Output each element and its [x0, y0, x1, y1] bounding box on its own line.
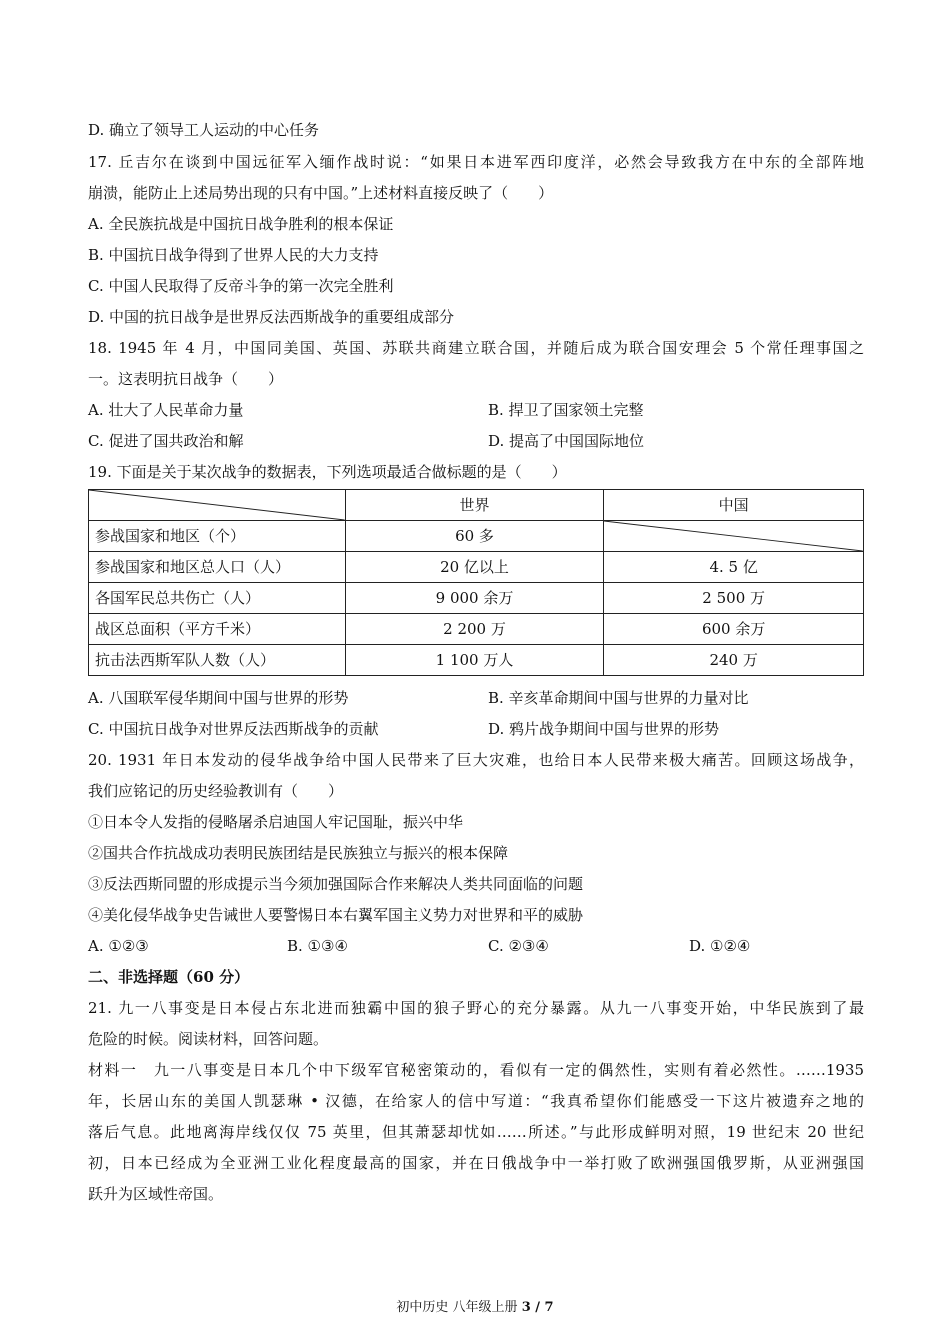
row-label: 参战国家和地区（个） [89, 521, 346, 552]
q19-option-c: C. 中国抗日战争对世界反法西斯战争的贡献 [88, 720, 379, 738]
q17-stem-line2: 崩溃，能防止上述局势出现的只有中国。”上述材料直接反映了（ ） [88, 184, 554, 202]
q20-item-3: ③反法西斯同盟的形成提示当今须加强国际合作来解决人类共同面临的问题 [88, 875, 584, 893]
q17-stem-line1: 17. 丘吉尔在谈到中国远征军入缅作战时说：“如果日本进军西印度洋，必然会导致我方在中东的全部阵地 [88, 153, 864, 171]
section-title: 二、非选择题（60 分） [88, 968, 250, 986]
table-row [89, 521, 864, 552]
q18-option-d: D. 提高了中国国际地位 [488, 432, 645, 450]
row-world-value: 9 000 余万 [345, 583, 604, 614]
table-row [89, 645, 864, 676]
q21-material-line5: 跃升为区域性帝国。 [88, 1185, 224, 1203]
table-corner-cell [89, 490, 346, 521]
row-china-value: 4. 5 亿 [604, 552, 864, 583]
q19-option-a: A. 八国联军侵华期间中国与世界的形势 [88, 689, 349, 707]
q21-material-line2: 年，长居山东的美国人凯瑟琳 • 汉德，在给家人的信中写道：“我真希望你们能感受一下这片被遗弃之地的 [88, 1092, 864, 1110]
q19-option-b: B. 辛亥革命期间中国与世界的力量对比 [488, 689, 749, 707]
table-row [89, 552, 864, 583]
q20-item-4: ④美化侵华战争史告诫世人要警惕日本右翼军国主义势力对世界和平的威胁 [88, 906, 584, 924]
row-china-value: 240 万 [604, 645, 864, 676]
war-data-table [88, 489, 864, 676]
row-label: 参战国家和地区总人口（人） [89, 552, 346, 583]
row-world-value: 2 200 万 [345, 614, 604, 645]
row-china-value-empty [604, 521, 864, 552]
q20-option-a: A. ①②③ [88, 937, 149, 955]
diagonal-line [89, 490, 345, 520]
q17-option-d: D. 中国的抗日战争是世界反法西斯战争的重要组成部分 [88, 308, 455, 326]
row-world-value: 20 亿以上 [345, 552, 604, 583]
q20-stem-line1: 20. 1931 年日本发动的侵华战争给中国人民带来了巨大灾难，也给日本人民带来极大痛苦。回顾这场战争， [88, 751, 864, 769]
q18-option-b: B. 捍卫了国家领土完整 [488, 401, 644, 419]
row-china-value: 600 余万 [604, 614, 864, 645]
row-label: 抗击法西斯军队人数（人） [89, 645, 346, 676]
q17-option-a: A. 全民族抗战是中国抗日战争胜利的根本保证 [88, 215, 394, 233]
q17-option-b: B. 中国抗日战争得到了世界人民的大力支持 [88, 246, 379, 264]
q18-option-c: C. 促进了国共政治和解 [88, 432, 244, 450]
q19-stem: 19. 下面是关于某次战争的数据表，下列选项最适合做标题的是（ ） [88, 463, 567, 481]
q20-stem-line2: 我们应铭记的历史经验教训有（ ） [88, 782, 344, 800]
q21-material-line1: 材料一 九一八事变是日本几个中下级军官秘密策动的，看似有一定的偶然性，实则有着必然性。……1935 [88, 1061, 864, 1079]
q17-option-c: C. 中国人民取得了反帝斗争的第一次完全胜利 [88, 277, 394, 295]
q20-option-d: D. ①②④ [689, 937, 751, 955]
q20-item-1: ①日本令人发指的侵略屠杀启迪国人牢记国耻，振兴中华 [88, 813, 464, 831]
page-footer [0, 1300, 950, 1316]
row-world-value: 1 100 万人 [345, 645, 604, 676]
table-header-world: 世界 [345, 490, 604, 521]
table-row [89, 614, 864, 645]
q18-option-a: A. 壮大了人民革命力量 [88, 401, 244, 419]
q21-material-line4: 初，日本已经成为全亚洲工业化程度最高的国家，并在日俄战争中一举打败了欧洲强国俄罗斯，从亚洲强国 [88, 1154, 864, 1172]
row-china-value: 2 500 万 [604, 583, 864, 614]
q18-stem-line2: 一。这表明抗日战争（ ） [88, 370, 284, 388]
table-header-china: 中国 [604, 490, 864, 521]
q21-material-line3: 落后气息。此地离海岸线仅仅 75 英里，但其萧瑟却忧如……所述。”与此形成鲜明对照，19 世纪末 20 世纪 [88, 1123, 864, 1141]
footer-text: 初中历史 八年级上册 [396, 1300, 522, 1315]
diagonal-line [604, 521, 863, 551]
q21-stem-line2: 危险的时候。阅读材料，回答问题。 [88, 1030, 329, 1048]
row-label: 各国军民总共伤亡（人） [89, 583, 346, 614]
q21-stem-line1: 21. 九一八事变是日本侵占东北进而独霸中国的狼子野心的充分暴露。从九一八事变开始，中华民族到了最 [88, 999, 864, 1017]
q20-option-b: B. ①③④ [287, 937, 348, 955]
row-world-value: 60 多 [345, 521, 604, 552]
q20-option-c: C. ②③④ [488, 937, 549, 955]
q18-stem-line1: 18. 1945 年 4 月，中国同美国、英国、苏联共商建立联合国，并随后成为联合国安理会 5 个常任理事国之 [88, 339, 864, 357]
q19-option-d: D. 鸦片战争期间中国与世界的形势 [488, 720, 720, 738]
page-number: 3 / 7 [521, 1300, 554, 1315]
q16-option-d: D. 确立了领导工人运动的中心任务 [88, 121, 320, 139]
table-header-row [89, 490, 864, 521]
q20-item-2: ②国共合作抗战成功表明民族团结是民族独立与振兴的根本保障 [88, 844, 509, 862]
row-label: 战区总面积（平方千米） [89, 614, 346, 645]
table-row [89, 583, 864, 614]
